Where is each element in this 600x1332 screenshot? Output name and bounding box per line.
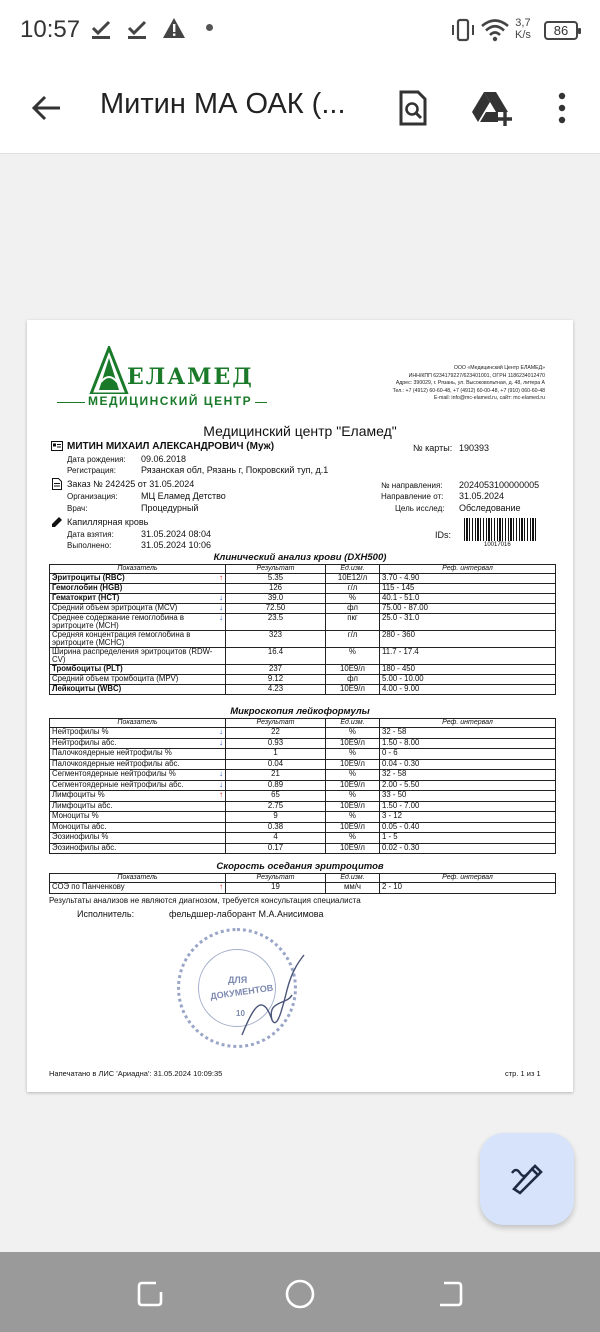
indicator-name: Нейтрофилы % xyxy=(52,727,109,736)
indicator-name: Лимфоциты % xyxy=(52,790,105,799)
indicator-name: Моноциты % xyxy=(52,811,99,820)
status-bar xyxy=(0,0,600,62)
sample-type: Капиллярная кровь xyxy=(67,517,149,527)
section-esr-title: Скорость оседания эритроцитов xyxy=(216,861,384,872)
cell-unit: % xyxy=(326,594,380,604)
app-bar xyxy=(0,62,600,154)
cell-name xyxy=(50,801,226,812)
section-leuko-title: Микроскопия лейкоформулы xyxy=(230,706,370,717)
cell-result: 16.4 xyxy=(226,648,326,665)
cell-ref: 0.04 - 0.30 xyxy=(380,759,556,770)
cell-name xyxy=(50,584,226,594)
cell-result: 2.75 xyxy=(226,801,326,812)
cell-name xyxy=(50,675,226,685)
cell-unit: % xyxy=(326,728,380,739)
table-header: Показатель Результат Ед.изм. Реф. интервал xyxy=(50,874,556,883)
cell-result: 0.17 xyxy=(226,843,326,854)
cell-ref: 33 - 50 xyxy=(380,791,556,802)
cell-unit: % xyxy=(326,648,380,665)
table-row xyxy=(50,594,556,604)
table-header: Показатель Результат Ед.изм. Реф. интервал xyxy=(50,719,556,728)
referral-label: № направления: xyxy=(381,481,443,490)
cell-name xyxy=(50,685,226,695)
table-row xyxy=(50,843,556,854)
indicator-name: Палочкоядерные нейтрофилы % xyxy=(52,748,172,757)
cell-ref: 0.02 - 0.30 xyxy=(380,843,556,854)
dob-label: Дата рождения: xyxy=(67,455,126,464)
stamp-text-2: ДОКУМЕНТОВ xyxy=(209,982,274,1002)
id-card-icon xyxy=(51,441,63,451)
table-row xyxy=(50,833,556,844)
cell-unit: 10E9/л xyxy=(326,801,380,812)
cell-ref: 32 - 58 xyxy=(380,770,556,781)
table-row xyxy=(50,770,556,781)
cell-result: 72.50 xyxy=(226,604,326,614)
cell-result: 0.93 xyxy=(226,738,326,749)
cell-unit: пкг xyxy=(326,614,380,631)
cell-unit: 10E9/л xyxy=(326,738,380,749)
indicator-name: Нейтрофилы абс. xyxy=(52,738,117,747)
cell-name xyxy=(50,614,226,631)
cell-unit: % xyxy=(326,770,380,781)
esr-table xyxy=(49,873,556,894)
recent-apps-icon[interactable] xyxy=(136,1280,164,1308)
arrow-left-icon[interactable] xyxy=(30,93,62,123)
cell-ref: 1.50 - 7.00 xyxy=(380,801,556,812)
org-label: Организация: xyxy=(67,492,118,501)
cell-unit: % xyxy=(326,791,380,802)
cell-name xyxy=(50,648,226,665)
indicator-name: СОЭ по Панченкову xyxy=(52,882,125,891)
order-info: Заказ № 242425 от 31.05.2024 xyxy=(67,479,195,489)
table-row xyxy=(50,631,556,648)
indicator-name: Средняя концентрация гемоглобина в эритроците (MCHC) xyxy=(52,630,191,647)
notification-dot-icon xyxy=(206,24,213,31)
cell-unit: фл xyxy=(326,604,380,614)
table-row xyxy=(50,759,556,770)
cell-name xyxy=(50,574,226,584)
cell-name xyxy=(50,812,226,823)
cell-name xyxy=(50,594,226,604)
cell-unit: мм/ч xyxy=(326,883,380,894)
indicator-name: Средний объем эритроцита (MCV) xyxy=(52,603,178,612)
cell-result: 1 xyxy=(226,749,326,760)
cell-unit: 10E9/л xyxy=(326,685,380,695)
table-row xyxy=(50,685,556,695)
table-row xyxy=(50,648,556,665)
doctor-value: Процедурный xyxy=(141,503,199,513)
clinic-title: Медицинский центр "Еламед" xyxy=(203,423,397,439)
cell-result: 23.5 xyxy=(226,614,326,631)
leuko-rows xyxy=(50,728,556,854)
edit-fab-button[interactable] xyxy=(480,1133,574,1225)
indicator-name: Тромбоциты (PLT) xyxy=(52,664,123,673)
indicator-name: Среднее содержание гемоглобина в эритроците (MCH) xyxy=(52,613,185,630)
cell-result: 65 xyxy=(226,791,326,802)
cell-unit: г/л xyxy=(326,631,380,648)
arrow-up-icon: ↑ xyxy=(219,790,223,799)
cell-name xyxy=(50,759,226,770)
cell-name xyxy=(50,791,226,802)
table-row xyxy=(50,883,556,894)
taken-value: 31.05.2024 08:04 xyxy=(141,529,212,539)
indicator-name: Сегментоядерные нейтрофилы % xyxy=(52,769,176,778)
cell-result: 0.04 xyxy=(226,759,326,770)
cell-ref: 2 - 10 xyxy=(380,883,556,894)
cell-ref: 3.70 - 4.90 xyxy=(380,574,556,584)
cell-result: 5.35 xyxy=(226,574,326,584)
table-row xyxy=(50,738,556,749)
goal-label: Цель исслед: xyxy=(395,504,445,513)
cell-ref: 5.00 - 10.00 xyxy=(380,675,556,685)
executor-value: фельдшер-лаборант М.А.Анисимова xyxy=(169,909,324,919)
taken-label: Дата взятия: xyxy=(67,530,114,539)
cell-name xyxy=(50,604,226,614)
cell-result: 19 xyxy=(226,883,326,894)
download-done-icon xyxy=(90,18,112,40)
test-tube-icon xyxy=(51,516,63,528)
cell-ref: 0 - 6 xyxy=(380,749,556,760)
document-icon xyxy=(52,478,62,490)
table-row xyxy=(50,801,556,812)
cell-name xyxy=(50,822,226,833)
arrow-down-icon: ↓ xyxy=(219,613,223,622)
cell-ref: 115 - 145 xyxy=(380,584,556,594)
indicator-name: Лейкоциты (WBC) xyxy=(52,684,122,693)
cell-result: 323 xyxy=(226,631,326,648)
cell-result: 126 xyxy=(226,584,326,594)
cell-ref: 11.7 - 17.4 xyxy=(380,648,556,665)
cbc-table xyxy=(49,564,556,695)
ids-label: IDs: xyxy=(435,530,452,540)
reg-value: Рязанская обл, Рязань г, Покровский туп, д.1 xyxy=(141,465,329,475)
cell-unit: 10E12/л xyxy=(326,574,380,584)
arrow-down-icon: ↓ xyxy=(219,780,223,789)
org-value: МЦ Еламед Детство xyxy=(141,491,226,501)
network-speed: 3,7 K/s xyxy=(515,17,531,41)
cell-unit: 10E9/л xyxy=(326,843,380,854)
cell-ref: 32 - 58 xyxy=(380,728,556,739)
page-number: стр. 1 из 1 xyxy=(505,1069,541,1078)
cell-result: 0.38 xyxy=(226,822,326,833)
done-value: 31.05.2024 10:06 xyxy=(141,540,212,550)
table-row xyxy=(50,749,556,760)
edit-pen-icon xyxy=(510,1163,544,1195)
table-row xyxy=(50,614,556,631)
cell-unit: фл xyxy=(326,675,380,685)
cell-result: 0.89 xyxy=(226,780,326,791)
cell-result: 9.12 xyxy=(226,675,326,685)
table-row xyxy=(50,812,556,823)
cell-name xyxy=(50,631,226,648)
indicator-name: Эозинофилы абс. xyxy=(52,843,117,852)
table-row xyxy=(50,780,556,791)
cell-unit: 10E9/л xyxy=(326,759,380,770)
arrow-up-icon: ↑ xyxy=(219,573,223,582)
table-row xyxy=(50,822,556,833)
cell-result: 4 xyxy=(226,833,326,844)
table-row xyxy=(50,728,556,739)
download-done-icon-2 xyxy=(126,18,148,40)
patient-name: МИТИН МИХАИЛ АЛЕКСАНДРОВИЧ (Муж) xyxy=(67,441,275,452)
battery-indicator: 86 xyxy=(544,21,578,40)
logo-subtitle: МЕДИЦИНСКИЙ ЦЕНТР xyxy=(85,394,255,408)
vibrate-icon xyxy=(450,18,476,42)
cell-name xyxy=(50,770,226,781)
org-info: ООО «Медицинский Центр ЕЛАМЕД» ИНН/КПП 6234179227/623401001, ОГРН 1186234012470 Адрес: 390029, г. Рязань, ул. Высоковольтная, д. 48, литера А Тел.: +7 (4912) 60-60-48, +7 (4912) 60-00-48, +7 (910) 060-60-48 E-mail: info@mc-elamed.ru, сайт: mc-elamed.ru xyxy=(392,365,545,401)
cell-result: 39.0 xyxy=(226,594,326,604)
esr-rows xyxy=(50,883,556,894)
printed-info: Напечатано в ЛИС 'Ариадна': 31.05.2024 10:09:35 xyxy=(49,1069,223,1078)
arrow-down-icon: ↓ xyxy=(219,727,223,736)
cell-name xyxy=(50,780,226,791)
cell-ref: 0.05 - 0.40 xyxy=(380,822,556,833)
status-time: 10:57 xyxy=(20,16,81,43)
logo-name: ЕЛАМЕД xyxy=(127,364,254,390)
executor-label: Исполнитель: xyxy=(77,909,135,919)
signature-image xyxy=(232,950,312,1040)
goal-value: Обследование xyxy=(459,503,521,513)
stamp-text-1: ДЛЯ xyxy=(228,975,248,985)
wifi-icon xyxy=(480,18,510,42)
back-nav-icon[interactable] xyxy=(436,1280,464,1308)
elamed-logo-icon xyxy=(87,346,131,398)
system-nav-bar xyxy=(0,1252,600,1332)
ref-from-label: Направление от: xyxy=(381,492,444,501)
arrow-down-icon: ↓ xyxy=(219,769,223,778)
indicator-name: Эозинофилы % xyxy=(52,832,109,841)
disclaimer: Результаты анализов не являются диагнозом, требуется консультация специалиста xyxy=(49,896,361,905)
arrow-down-icon: ↓ xyxy=(219,738,223,747)
cell-ref: 1.50 - 8.00 xyxy=(380,738,556,749)
cell-name xyxy=(50,883,226,894)
cell-ref: 40.1 - 51.0 xyxy=(380,594,556,604)
done-label: Выполнено: xyxy=(67,541,112,550)
cell-ref: 4.00 - 9.00 xyxy=(380,685,556,695)
cell-name xyxy=(50,738,226,749)
indicator-name: Палочкоядерные нейтрофилы абс. xyxy=(52,759,180,768)
cell-name xyxy=(50,665,226,675)
cell-unit: 10E9/л xyxy=(326,665,380,675)
cell-unit: 10E9/л xyxy=(326,822,380,833)
warning-icon xyxy=(162,17,186,39)
home-icon[interactable] xyxy=(284,1278,316,1310)
cell-name xyxy=(50,728,226,739)
cell-result: 237 xyxy=(226,665,326,675)
cell-name xyxy=(50,749,226,760)
reg-label: Регистрация: xyxy=(67,466,116,475)
cell-name xyxy=(50,843,226,854)
cbc-rows xyxy=(50,574,556,695)
indicator-name: Средний объем тромбоцита (MPV) xyxy=(52,674,179,683)
table-row xyxy=(50,604,556,614)
more-vert-icon[interactable] xyxy=(556,92,568,124)
cell-ref: 3 - 12 xyxy=(380,812,556,823)
cell-ref: 1 - 5 xyxy=(380,833,556,844)
ref-from-value: 31.05.2024 xyxy=(459,491,505,501)
section-cbc-title: Клинический анализ крови (DXH500) xyxy=(213,552,387,563)
arrow-down-icon: ↓ xyxy=(219,603,223,612)
barcode xyxy=(464,518,536,541)
indicator-name: Эритроциты (RBC) xyxy=(52,573,125,582)
indicator-name: Гематокрит (HCT) xyxy=(52,593,120,602)
indicator-name: Моноциты абс. xyxy=(52,822,107,831)
cell-name xyxy=(50,833,226,844)
indicator-name: Ширина распределения эритроцитов (RDW-CV) xyxy=(52,647,213,664)
table-row xyxy=(50,574,556,584)
stamp-number: 10 xyxy=(236,1009,245,1018)
dob-value: 09.06.2018 xyxy=(141,454,187,464)
card-number: 190393 xyxy=(459,443,490,453)
table-row xyxy=(50,665,556,675)
indicator-name: Сегментоядерные нейтрофилы абс. xyxy=(52,780,184,789)
table-row xyxy=(50,675,556,685)
cell-ref: 280 - 360 xyxy=(380,631,556,648)
card-label: № карты: xyxy=(413,443,453,453)
cell-result: 9 xyxy=(226,812,326,823)
barcode-number: 10017016 xyxy=(484,542,511,548)
indicator-name: Гемоглобин (HGB) xyxy=(52,583,123,592)
cell-unit: г/л xyxy=(326,584,380,594)
table-row xyxy=(50,791,556,802)
cell-unit: % xyxy=(326,812,380,823)
document-search-icon[interactable] xyxy=(398,90,428,126)
cell-result: 21 xyxy=(226,770,326,781)
cell-unit: % xyxy=(326,749,380,760)
cell-ref: 25.0 - 31.0 xyxy=(380,614,556,631)
cell-ref: 180 - 450 xyxy=(380,665,556,675)
pdf-page xyxy=(27,320,573,1092)
cell-unit: 10E9/л xyxy=(326,780,380,791)
cell-ref: 2.00 - 5.50 xyxy=(380,780,556,791)
referral-value: 2024053100000005 xyxy=(459,480,540,490)
cell-ref: 75.00 - 87.00 xyxy=(380,604,556,614)
document-title: Митин МА ОАК (... xyxy=(100,88,346,120)
cell-result: 4.23 xyxy=(226,685,326,695)
cell-unit: % xyxy=(326,833,380,844)
arrow-down-icon: ↓ xyxy=(219,593,223,602)
drive-add-icon[interactable] xyxy=(472,90,514,126)
table-row xyxy=(50,584,556,594)
arrow-up-icon: ↑ xyxy=(219,882,223,891)
indicator-name: Лимфоциты абс. xyxy=(52,801,113,810)
doctor-label: Врач: xyxy=(67,504,88,513)
leuko-table xyxy=(49,718,556,854)
cell-result: 22 xyxy=(226,728,326,739)
table-header: Показатель Результат Ед.изм. Реф. интервал xyxy=(50,565,556,574)
